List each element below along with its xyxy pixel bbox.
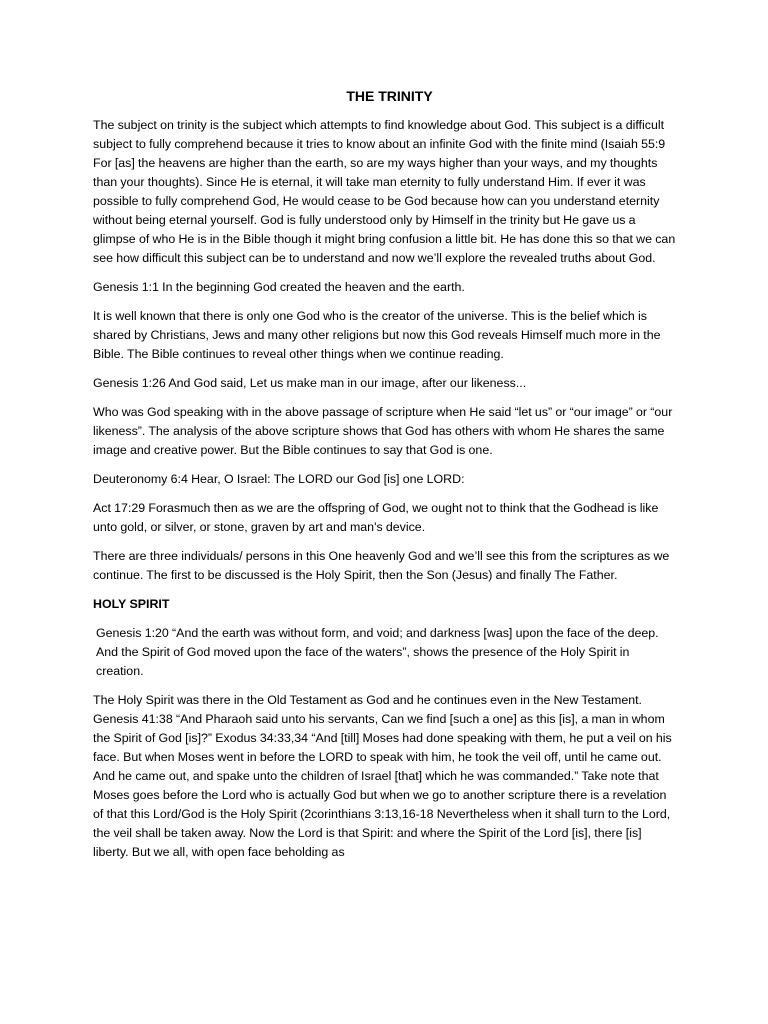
scripture-acts-17-29: Act 17:29 Forasmuch then as we are the offspring of God, we ought not to think that the Godhead is like unto gold, or silver, or stone, graven by art and man's device. [93, 501, 659, 534]
holy-spirit-testament-paragraph: The Holy Spirit was there in the Old Testament as God and he continues even in the New Testament. Genesis 41:38 “And Pharaoh said unto his servants, Can we find [such a one] as this [is], a man in whom the Spirit of God [is]?” Exodus 34:33,34 “And [till] Moses had done speaking with them, he put a veil on his face. But when Moses went in before the LORD to speak with him, he took the veil off, until he came out. And he came out, and spake unto the children of Israel [that] which he was commanded.” Take note that Moses goes before the Lord who is actually God but when we go to another scripture there is a revelation of that this Lord/God is the Holy Spirit (2corinthians 3:13,16-18 Nevertheless when it shall turn to the Lord, the veil shall be taken away. Now the Lord is that Spirit: and where the Spirit of the Lord [is], there [is] liberty. But we all, with open face beholding as [93, 693, 672, 859]
intro-paragraph: The subject on trinity is the subject which attempts to find knowledge about God. This subject is a difficult subject to fully comprehend because it tries to know about an infinite God with the finite mind (Isaiah 55:9 For [as] the heavens are higher than the earth, so are my ways higher than your ways, and my thoughts than your thoughts). Since He is eternal, it will take man eternity to fully understand Him. If ever it was possible to fully comprehend God, He would cease to be God because how can you understand eternity without being eternal yourself. God is fully understood only by Himself in the trinity but He gave us a glimpse of who He is in the Bible though it might bring confusion a little bit. He has done this so that we can see how difficult this subject can be to understand and now we’ll explore the revealed truths about God. [93, 118, 676, 265]
section-heading-holy-spirit: HOLY SPIRIT [93, 597, 170, 611]
one-god-paragraph: It is well known that there is only one God who is the creator of the universe. This is the belief which is shared by Christians, Jews and many other religions but now this God reveals Himself much more in the Bible. The Bible continues to reveal other things when we continue reading. [93, 309, 661, 361]
scripture-deuteronomy-6-4: Deuteronomy 6:4 Hear, O Israel: The LORD our God [is] one LORD: [93, 472, 465, 486]
scripture-genesis-1-1: Genesis 1:1 In the beginning God created the heaven and the earth. [93, 280, 465, 294]
three-persons-paragraph: There are three individuals/ persons in this One heavenly God and we’ll see this from the scriptures as we continue. The first to be discussed is the Holy Spirit, then the Son (Jesus) and finally The Father. [93, 549, 670, 582]
document-body [93, 88, 678, 872]
analysis-paragraph: Who was God speaking with in the above passage of scripture when He said “let us” or “our image” or “our likeness”. The analysis of the above scripture shows that God has others with whom He shares the same image and creative power. But the Bible continues to say that God is one. [93, 405, 673, 457]
scripture-genesis-1-20: Genesis 1:20 “And the earth was without form, and void; and darkness [was] upon the face of the deep. And the Spirit of God moved upon the face of the waters”, shows the presence of the Holy Spirit in creation. [96, 626, 659, 678]
page-title: THE TRINITY [346, 88, 433, 104]
scripture-genesis-1-26: Genesis 1:26 And God said, Let us make man in our image, after our likeness... [93, 376, 527, 390]
